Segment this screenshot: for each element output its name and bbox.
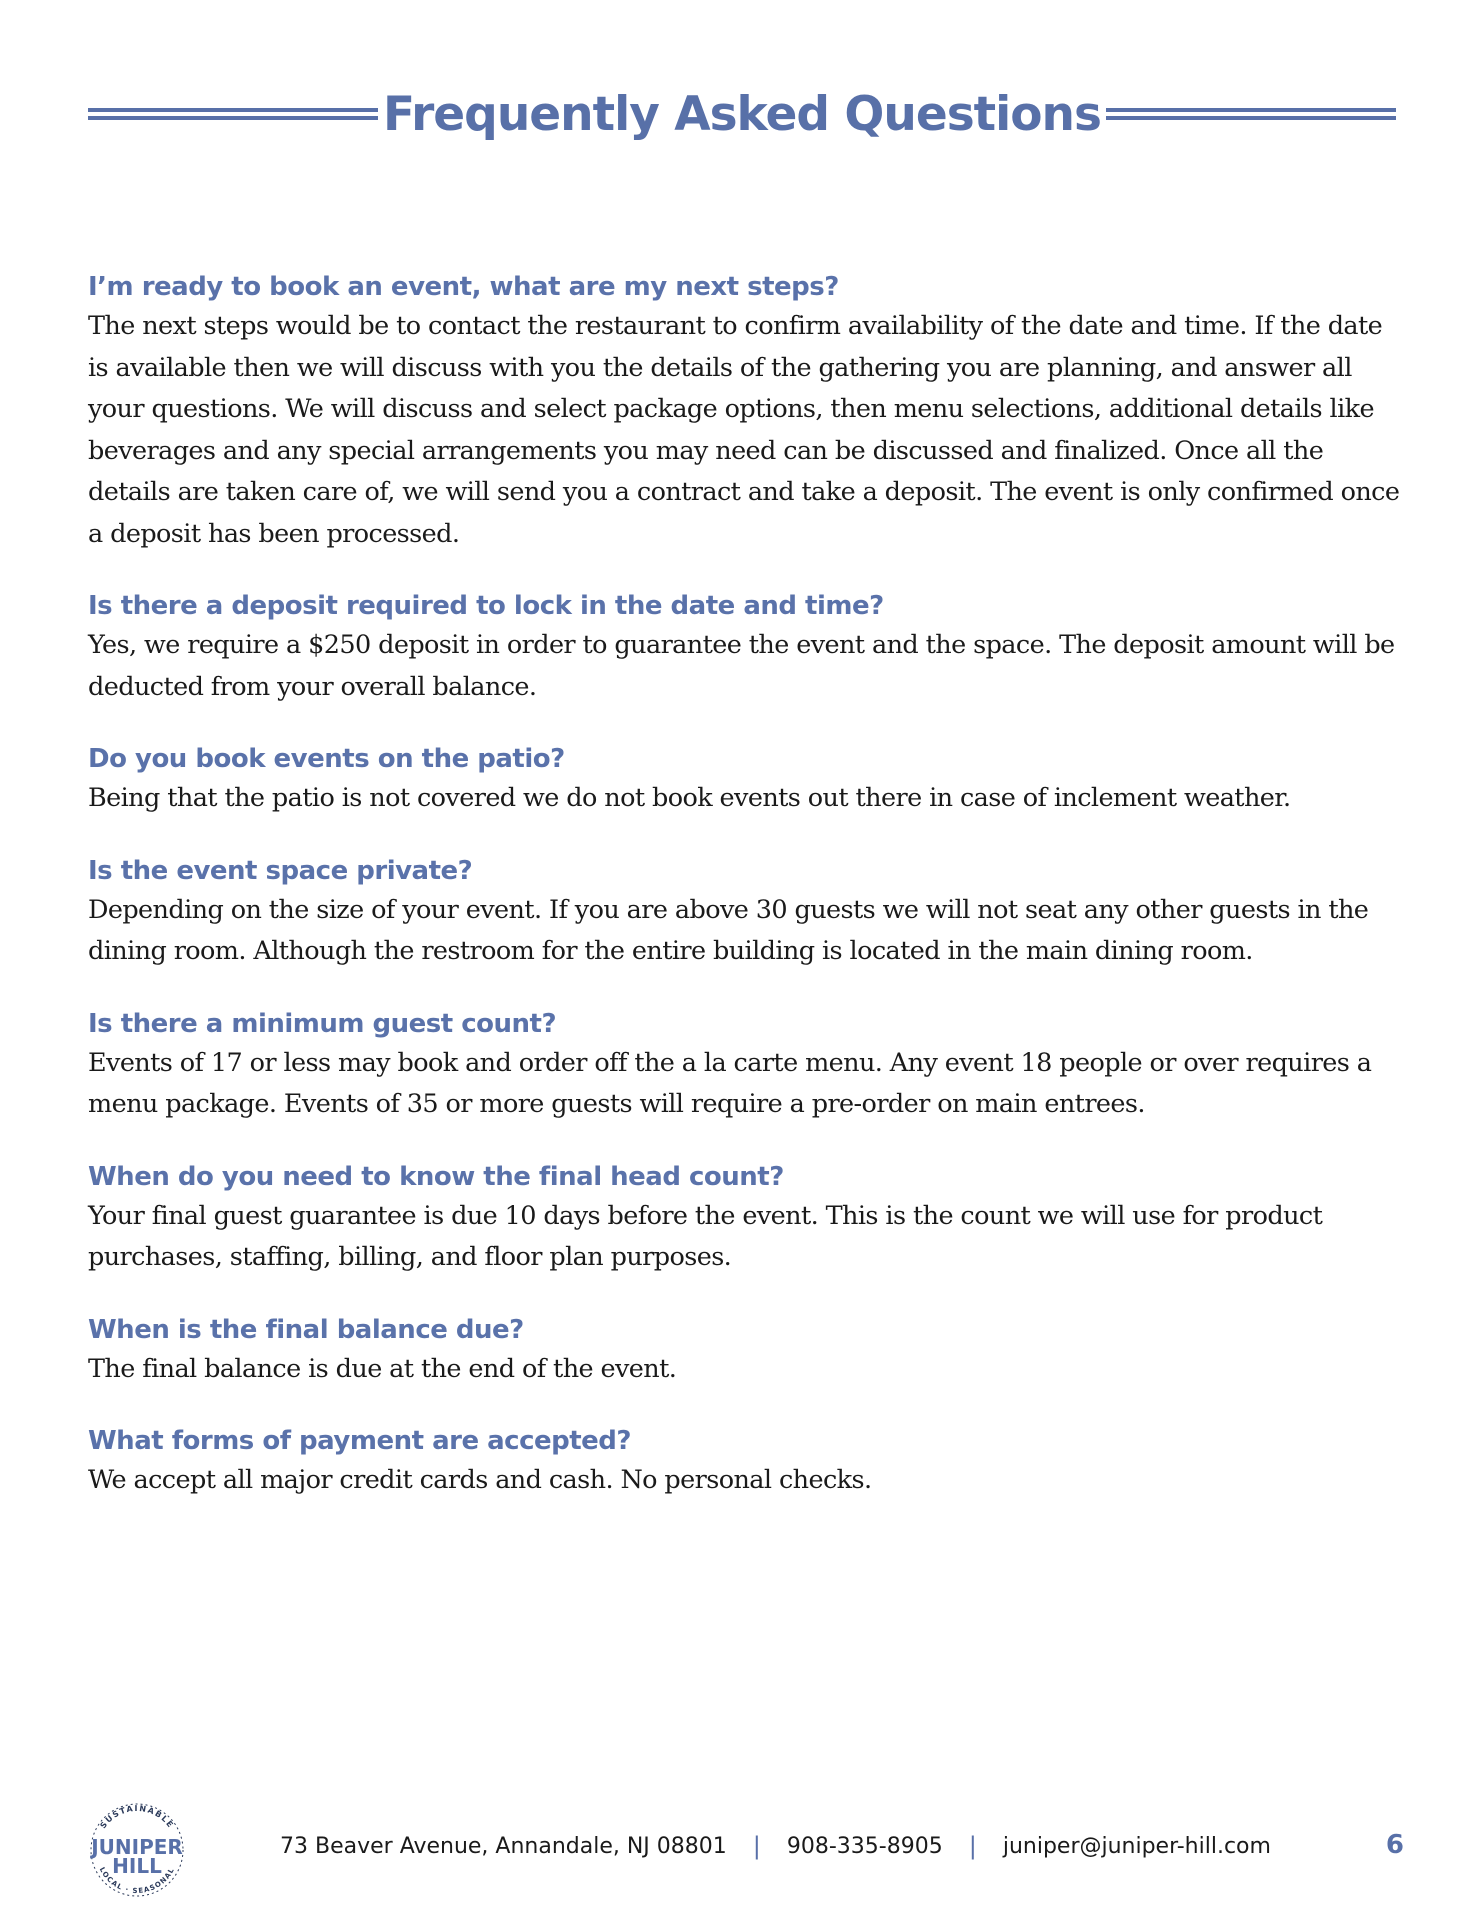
faq-item (88, 587, 1404, 708)
header-left-rule (88, 108, 378, 120)
page-footer (80, 1800, 1404, 1900)
faq-question: What forms of payment are accepted? (88, 1426, 631, 1456)
faq-question: Is the event space private? (88, 855, 473, 886)
faq-answer: Being that the patio is not covered we do not book events out there in case of inclement weather. (88, 783, 1291, 813)
email-address: juniper@juniper-hill.com (1002, 1833, 1271, 1859)
logo-name-line1: JUNIPER (91, 1835, 183, 1859)
juniper-hill-logo (80, 1800, 194, 1900)
faq-question: When is the final balance due? (88, 1314, 524, 1345)
faq-answer: The final balance is due at the end of the event. (88, 1353, 677, 1384)
faq-question: When do you need to know the final head count? (88, 1161, 784, 1192)
faq-item (88, 852, 1404, 973)
faq-answer: Events of 17 or less may book and order off the a la carte menu. Any event 18 people or over requires a menu package. Events of 35 or more guests will require a pre-order on main entrees. (88, 1047, 1372, 1119)
address: 73 Beaver Avenue, Annandale, NJ 08801 (280, 1833, 727, 1859)
logo-arc-bottom: LOCAL · SEASONAL (97, 1865, 177, 1896)
faq-item (88, 1158, 1404, 1279)
faq-answer: Your final guest guarantee is due 10 days before the event. This is the count we will use for product purchases, staffing, billing, and floor plan purposes. (88, 1200, 1323, 1272)
header-right-rule (1106, 108, 1396, 120)
contact-info (280, 1832, 1271, 1860)
phone-number: 908-335-8905 (786, 1833, 943, 1859)
faq-answer: Yes, we require a $250 deposit in order to guarantee the event and the space. The deposit amount will be deducted from your overall balance. (88, 630, 1395, 702)
page-number: 6 (1385, 1830, 1404, 1860)
logo-name-line2: HILL (112, 1854, 162, 1878)
page-header (88, 82, 1396, 146)
page-title: Frequently Asked Questions (383, 86, 1101, 142)
logo-arc-top: SUSTAINABLE (98, 1803, 176, 1831)
separator: | (752, 1832, 761, 1860)
faq-list (88, 268, 1404, 1534)
separator: | (968, 1832, 977, 1860)
faq-answer: The next steps would be to contact the restaurant to confirm availability of the date and time. If the date is available then we will discuss with you the details of the gathering you are planning, and answer all your questions. We will discuss and select package options, then menu selections, additional details like beverages and any special arrangements you may need can be discussed and finalized. Once all the details are taken care of, we will send you a contract and take a deposit. The event is only confirmed once a deposit has been processed. (88, 311, 1400, 549)
faq-item (88, 268, 1404, 555)
faq-question: I’m ready to book an event, what are my next steps? (88, 272, 839, 302)
faq-question: Is there a deposit required to lock in the date and time? (88, 591, 884, 621)
faq-item (88, 1311, 1404, 1391)
faq-answer: Depending on the size of your event. If you are above 30 guests we will not seat any other guests in the dining room. Although the restroom for the entire building is located in the main dining room. (88, 894, 1369, 966)
faq-item (88, 1005, 1404, 1126)
faq-item (88, 740, 1404, 820)
faq-item (88, 1422, 1404, 1502)
faq-question: Do you book events on the patio? (88, 744, 565, 774)
faq-question: Is there a minimum guest count? (88, 1008, 557, 1039)
faq-answer: We accept all major credit cards and cash. No personal checks. (88, 1465, 872, 1495)
